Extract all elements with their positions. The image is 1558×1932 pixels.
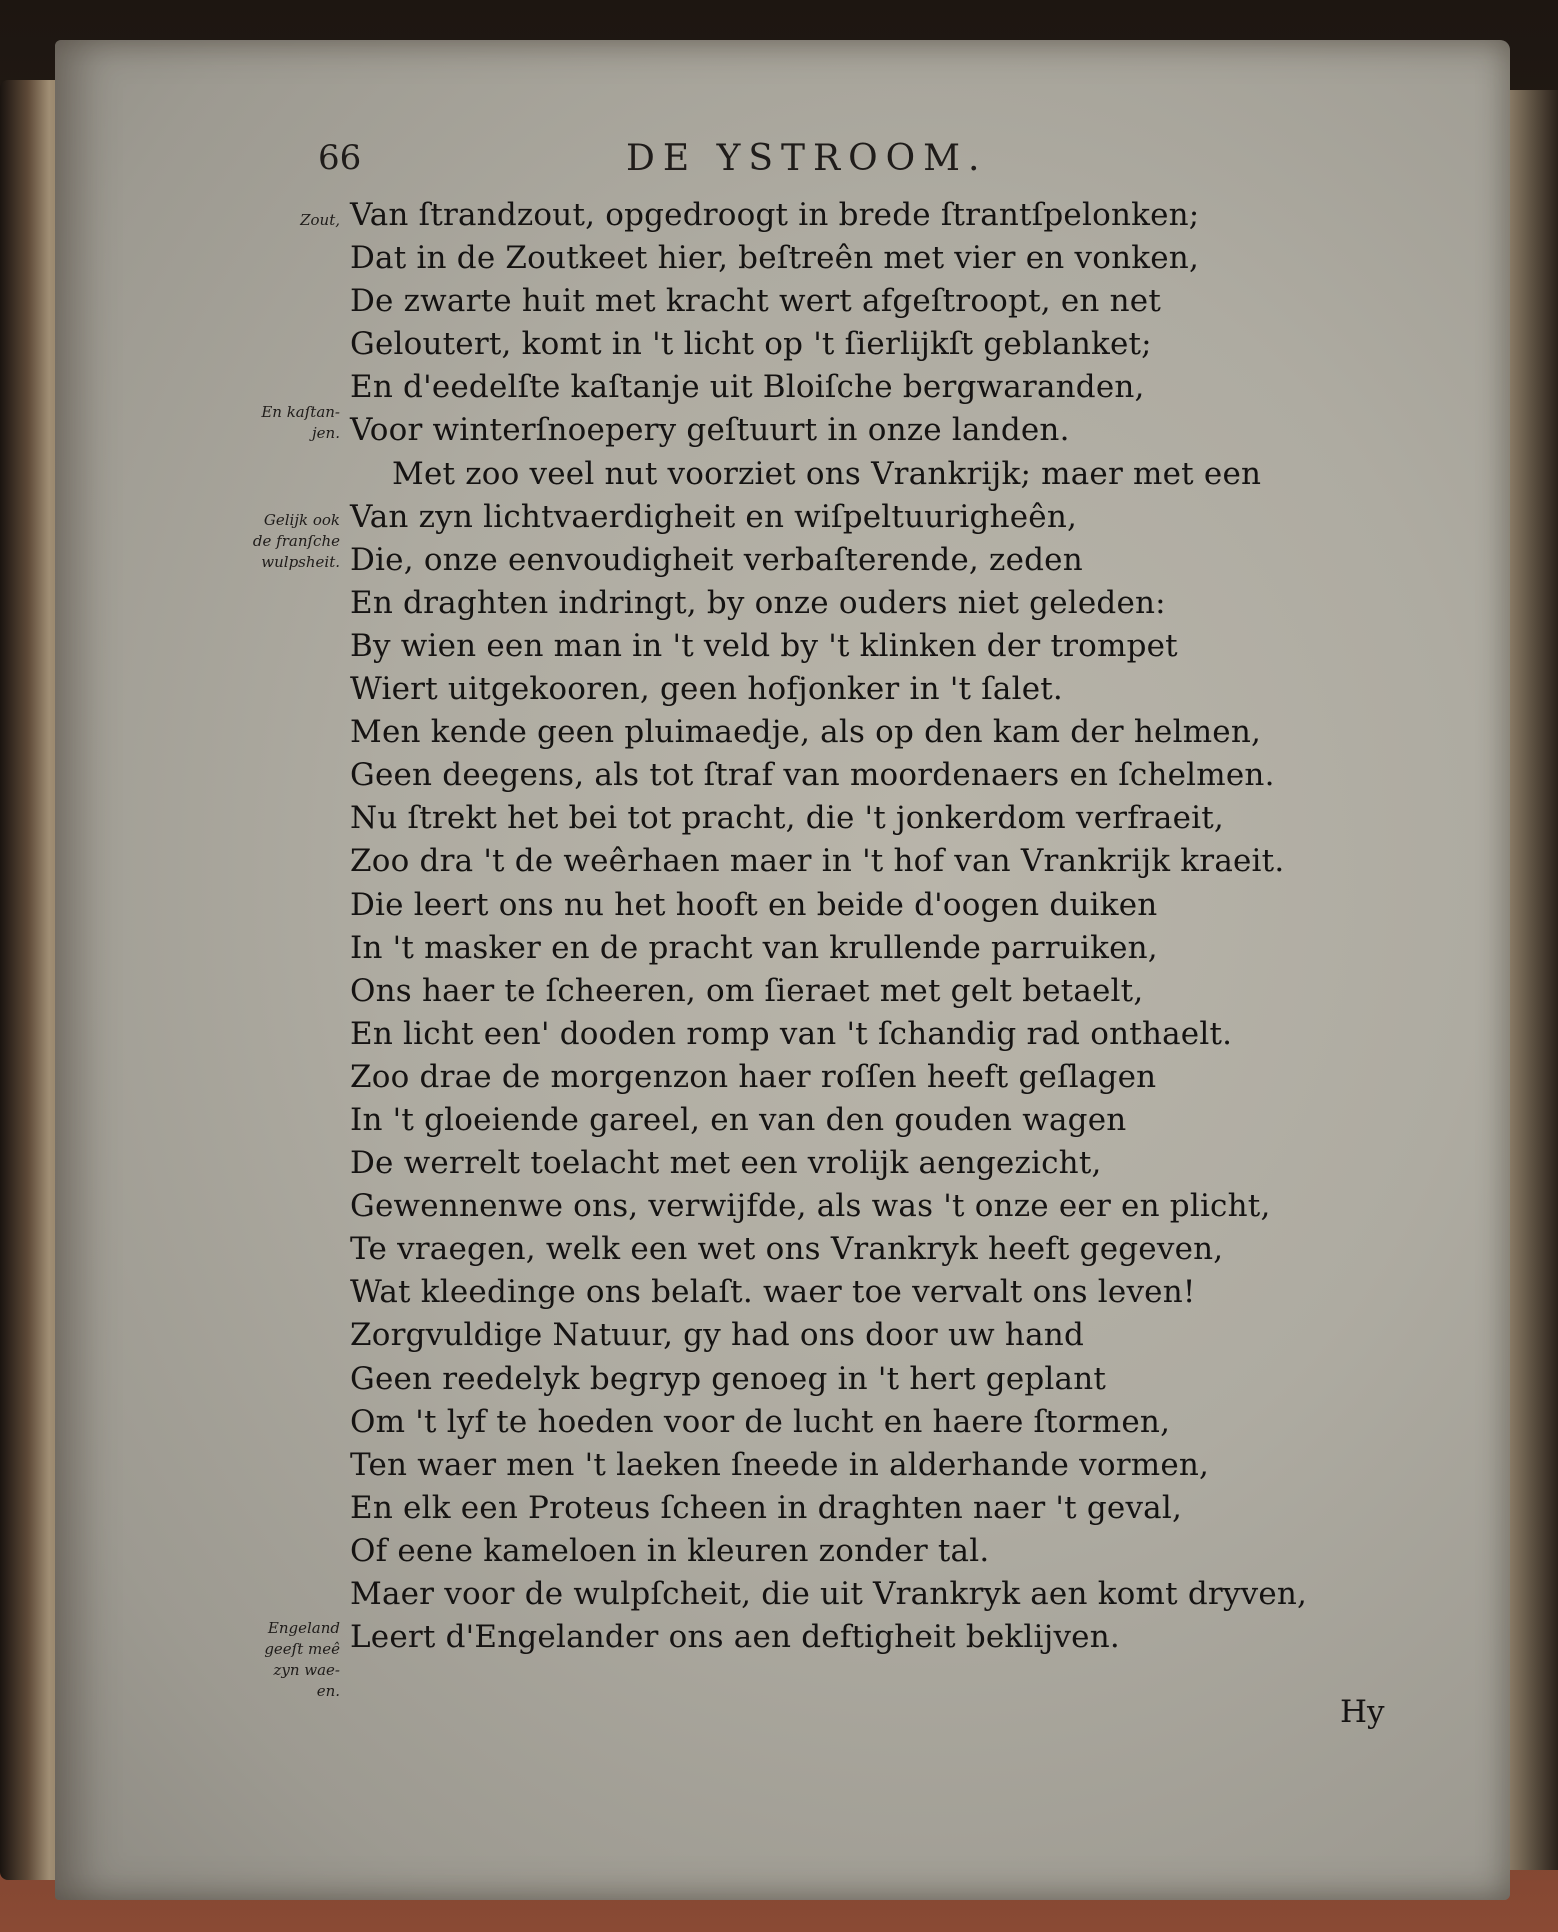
- page-header: [318, 138, 1118, 188]
- marginal-line: zyn wae-: [273, 1661, 340, 1679]
- verse-line: Leert d'Engelander ons aen deftigheit beklijven.: [350, 1619, 1120, 1656]
- page-number: 66: [318, 138, 362, 178]
- marginal-note-fransche: [190, 510, 340, 573]
- verse-line: Wiert uitgekooren, geen hofjonker in 't ſalet.: [350, 671, 1063, 708]
- marginal-line: Engeland: [267, 1619, 340, 1637]
- verse-list: [350, 194, 1450, 1659]
- verse-line: En draghten indringt, by onze ouders niet geleden:: [350, 584, 1166, 621]
- marginal-note-engeland: [190, 1618, 340, 1702]
- verse-line: Die leert ons nu het hooft en beide d'oogen duiken: [350, 886, 1158, 923]
- verse-line: Zoo dra 't de weêrhaen maer in 't hof van Vrankrijk kraeit.: [350, 843, 1285, 880]
- verse-line: De zwarte huit met kracht wert afgeſtroopt, en net: [350, 283, 1161, 320]
- marginal-line: en.: [316, 1682, 340, 1700]
- verse-line: Geen reedelyk begryp genoeg in 't hert geplant: [350, 1360, 1107, 1397]
- marginal-line: de franſche: [252, 532, 340, 550]
- verse-line: Dat in de Zoutkeet hier, beſtreên met vier en vonken,: [350, 240, 1199, 277]
- verse-line: Met zoo veel nut voorziet ons Vrankrijk; maer met een: [392, 455, 1262, 492]
- verse-line: Nu ſtrekt het bei tot pracht, die 't jonkerdom verfraeit,: [350, 800, 1224, 837]
- verse-line: Te vraegen, welk een wet ons Vrankryk heeft gegeven,: [350, 1231, 1224, 1268]
- verse-line: Ons haer te ſcheeren, om ſieraet met gelt betaelt,: [350, 972, 1144, 1009]
- verse-line: Of eene kameloen in kleuren zonder tal.: [350, 1532, 990, 1569]
- verse-line: En elk een Proteus ſcheen in draghten naer 't geval,: [350, 1489, 1183, 1526]
- marginal-note-kastanjen: [190, 402, 340, 444]
- verse-line: By wien een man in 't veld by 't klinken der trompet: [350, 627, 1178, 664]
- verse-line: Men kende geen pluimaedje, als op den kam der helmen,: [350, 714, 1262, 751]
- verse-line: En d'eedelſte kaſtanje uit Bloiſche bergwaranden,: [350, 369, 1145, 406]
- verse-line: Zoo drae de morgenzon haer roſſen heeft geſlagen: [350, 1058, 1157, 1095]
- marginal-note-zout: [190, 210, 340, 231]
- verse-line: In 't gloeiende gareel, en van den gouden wagen: [350, 1101, 1127, 1138]
- verse-line: Maer voor de wulpſcheit, die uit Vrankryk aen komt dryven,: [350, 1576, 1308, 1612]
- verse-line: Die, onze eenvoudigheit verbaſterende, zeden: [350, 541, 1083, 578]
- verse-line: Wat kleedinge ons belaſt. waer toe vervalt ons leven!: [350, 1274, 1196, 1311]
- marginal-line: En kaſtan-: [261, 403, 340, 421]
- verse-line: Van zyn lichtvaerdigheit en wiſpeltuurigheên,: [350, 498, 1078, 535]
- verse-line: Ten waer men 't laeken ſneede in alderhande vormen,: [350, 1446, 1210, 1483]
- verse-line: Zorgvuldige Natuur, gy had ons door uw hand: [350, 1317, 1084, 1354]
- running-title: DE YSTROOM.: [626, 138, 988, 179]
- verse-line: Van ſtrandzout, opgedroogt in brede ſtrantſpelonken;: [350, 197, 1200, 233]
- marginal-line: Zout,: [300, 211, 340, 229]
- verse-line: Gewennenwe ons, verwijfde, als was 't onze eer en plicht,: [350, 1188, 1271, 1225]
- marginal-line: wulpsheit.: [261, 553, 340, 571]
- marginal-line: geeſt meê: [264, 1640, 340, 1658]
- verse-line: Om 't lyf te hoeden voor de lucht en haere ſtormen,: [350, 1403, 1171, 1440]
- verse-line: Geloutert, komt in 't licht op 't ſierlijkſt geblanket;: [350, 326, 1152, 363]
- marginal-line: Gelijk ook: [263, 511, 340, 529]
- marginal-line: jen.: [312, 424, 340, 442]
- catchword: Hy: [1340, 1694, 1385, 1730]
- verse-line: Geen deegens, als tot ſtraf van moordenaers en ſchelmen.: [350, 757, 1275, 794]
- verse-line: De werrelt toelacht met een vrolijk aengezicht,: [350, 1145, 1102, 1182]
- verse-line: In 't masker en de pracht van krullende parruiken,: [350, 929, 1158, 966]
- verse-line: En licht een' dooden romp van 't ſchandig rad onthaelt.: [350, 1015, 1233, 1052]
- verse-line: Voor winterſnoepery geſtuurt in onze landen.: [350, 412, 1070, 449]
